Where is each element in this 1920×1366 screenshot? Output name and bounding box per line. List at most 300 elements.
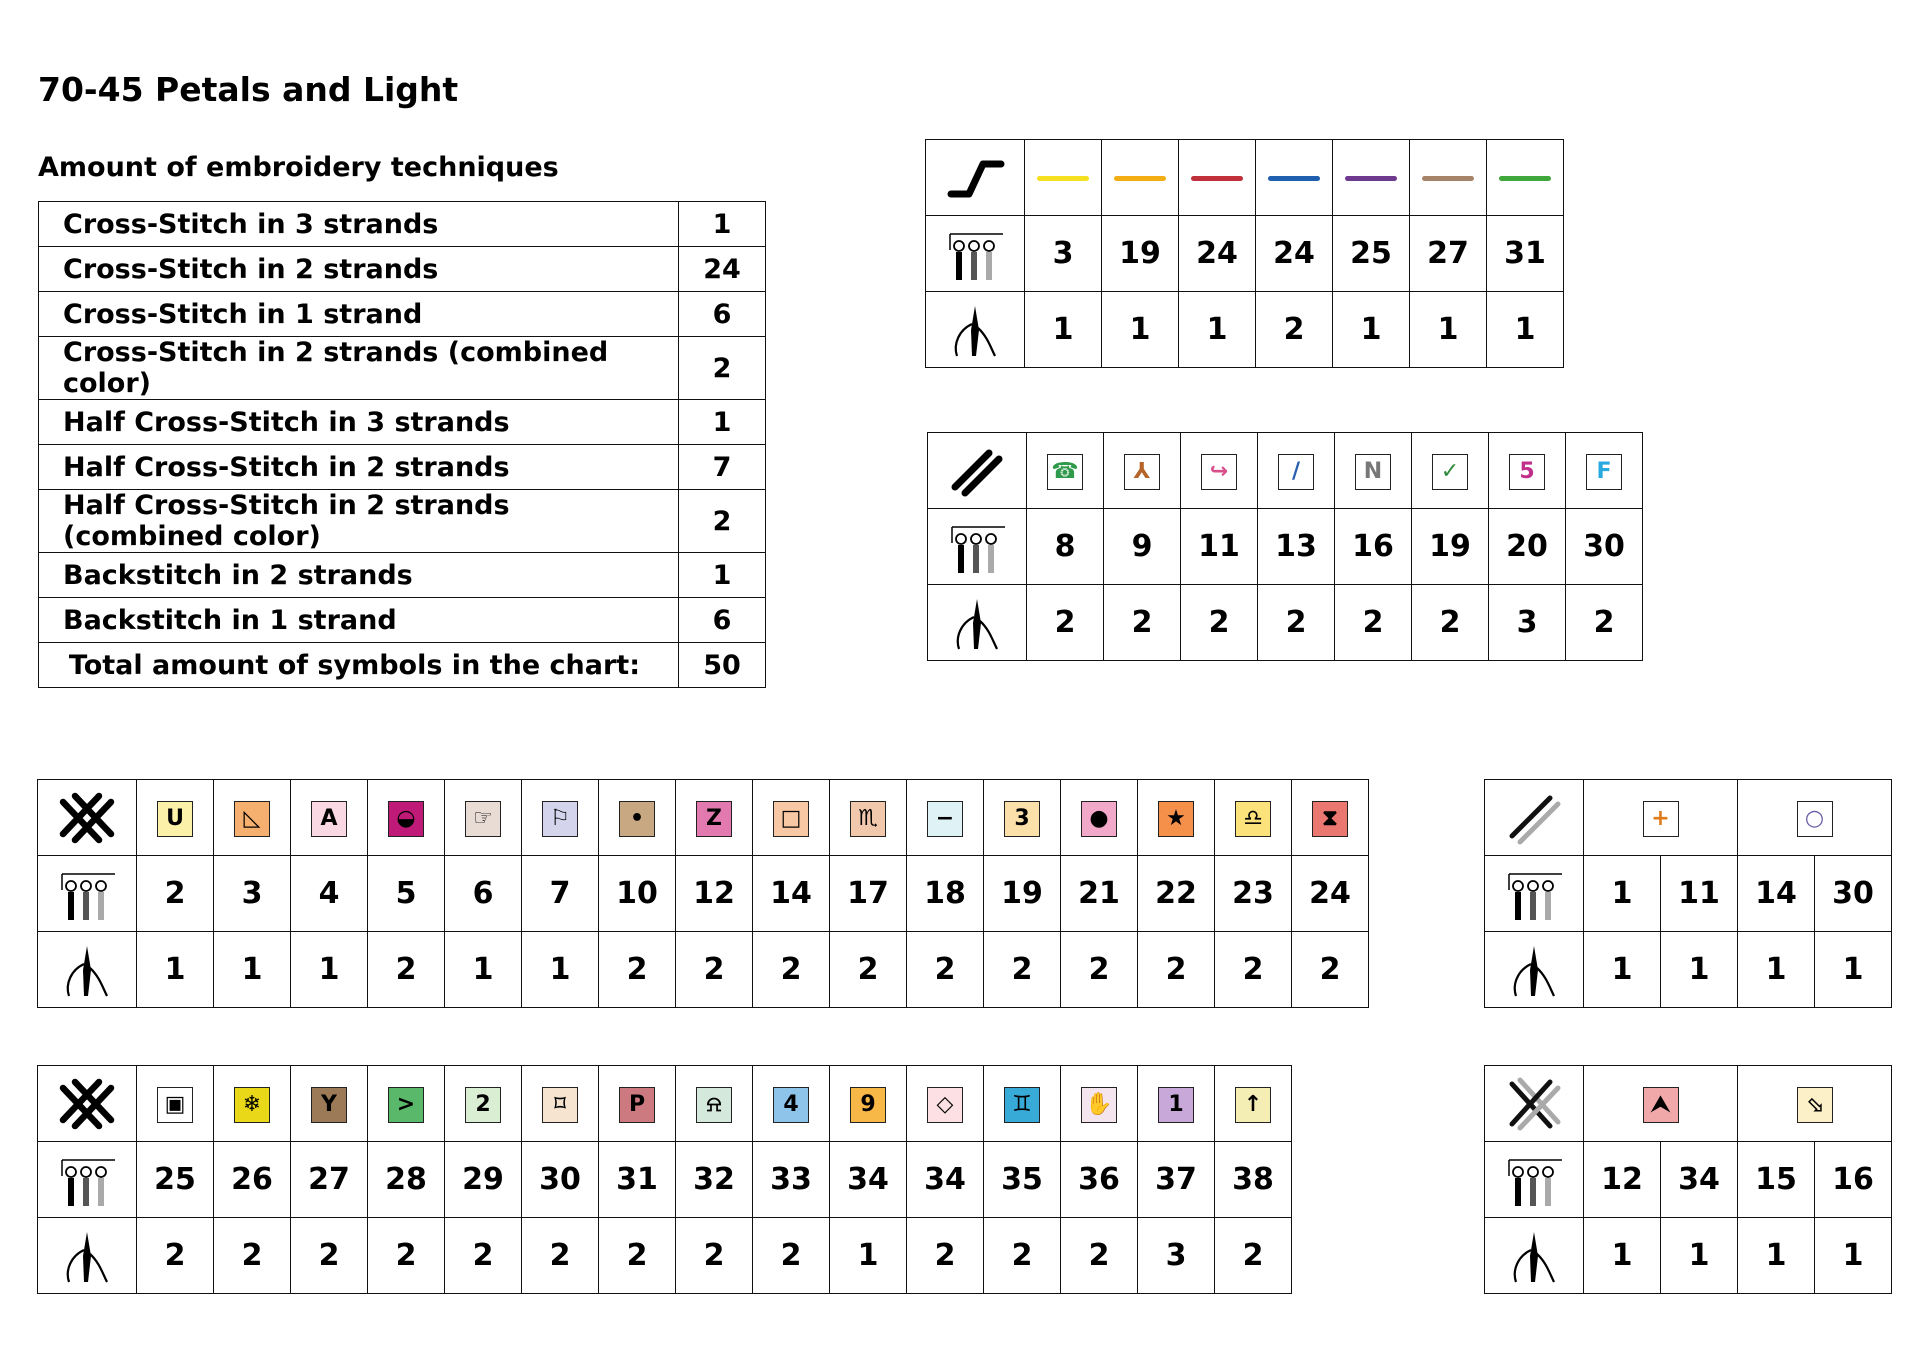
color-number: 14 <box>1755 876 1797 911</box>
color-number: 12 <box>1601 1162 1643 1197</box>
strand-count: 1 <box>1611 952 1633 987</box>
color-number: 5 <box>395 876 417 911</box>
strand-count: 2 <box>1088 1238 1110 1273</box>
letter-u-icon: U <box>157 801 193 837</box>
strand-count: 2 <box>703 952 725 987</box>
color-number: 29 <box>462 1162 504 1197</box>
color-number-header <box>38 1142 137 1218</box>
color-number: 19 <box>1429 529 1471 564</box>
color-number: 25 <box>154 1162 196 1197</box>
color-number-cell <box>1661 856 1738 932</box>
strand-count: 2 <box>1088 952 1110 987</box>
color-number: 21 <box>1078 876 1120 911</box>
digit-2-icon: 2 <box>465 1087 501 1123</box>
color-number: 35 <box>1001 1162 1043 1197</box>
strand-count-cell <box>753 1218 830 1294</box>
thread-spools-icon <box>945 224 1005 284</box>
symbol-cell <box>1061 1066 1138 1142</box>
color-number-cell <box>1566 509 1643 585</box>
color-number-row <box>38 1142 1292 1218</box>
strand-count: 2 <box>857 952 879 987</box>
strand-count-cell <box>368 932 445 1008</box>
color-number-cell <box>137 856 214 932</box>
color-number: 37 <box>1155 1162 1197 1197</box>
symbol-row <box>1485 780 1892 856</box>
color-number: 9 <box>1131 529 1153 564</box>
color-number: 19 <box>1119 236 1161 271</box>
technique-count: 6 <box>712 298 732 330</box>
strand-count-cell <box>907 932 984 1008</box>
strand-count-cell <box>445 1218 522 1294</box>
strand-count-cell <box>1335 585 1412 661</box>
strand-count-cell <box>907 1218 984 1294</box>
technique-label: Half Cross-Stitch in 3 strands <box>63 406 510 438</box>
stitch-type-cell <box>928 433 1027 509</box>
color-number: 3 <box>1052 236 1074 271</box>
technique-row <box>39 598 766 643</box>
color-number-row <box>1485 1142 1892 1218</box>
technique-count-cell <box>679 445 766 490</box>
thread-spools-icon <box>57 864 117 924</box>
symbol-cell <box>522 1066 599 1142</box>
strand-count: 2 <box>703 1238 725 1273</box>
half-cross-key-table <box>927 432 1643 661</box>
strand-count-cell <box>1025 292 1102 368</box>
strand-count-cell <box>1215 1218 1292 1294</box>
strand-count-row <box>928 585 1643 661</box>
technique-label: Cross-Stitch in 1 strand <box>63 298 423 330</box>
color-number: 22 <box>1155 876 1197 911</box>
digit-1-icon: 1 <box>1158 1087 1194 1123</box>
raised-hand-icon: ✋ <box>1081 1087 1117 1123</box>
color-number-row <box>1485 856 1892 932</box>
strand-count: 2 <box>1593 605 1615 640</box>
digit-4-icon: 4 <box>773 1087 809 1123</box>
cross-stitch-combined-key-table <box>1484 1065 1892 1294</box>
strand-count: 1 <box>1129 312 1151 347</box>
symbol-cell <box>907 1066 984 1142</box>
color-number: 13 <box>1275 529 1317 564</box>
color-number-header <box>1485 1142 1584 1218</box>
strand-count: 1 <box>472 952 494 987</box>
color-number-header <box>928 509 1027 585</box>
color-number-cell <box>907 1142 984 1218</box>
color-number-header <box>926 216 1025 292</box>
color-number: 34 <box>1678 1162 1720 1197</box>
strand-count-cell <box>830 1218 907 1294</box>
color-number: 24 <box>1273 236 1315 271</box>
technique-count: 6 <box>712 604 732 636</box>
technique-label-cell <box>39 292 679 337</box>
diamond-icon: ◇ <box>927 1087 963 1123</box>
technique-count: 1 <box>712 406 732 438</box>
total-label-cell <box>39 643 679 688</box>
strand-count: 2 <box>395 1238 417 1273</box>
color-number-cell <box>676 1142 753 1218</box>
strand-count-cell <box>291 932 368 1008</box>
color-number: 24 <box>1309 876 1351 911</box>
strand-count: 2 <box>472 1238 494 1273</box>
color-number-cell <box>214 856 291 932</box>
color-number: 26 <box>231 1162 273 1197</box>
cross-stitch-key-table-1 <box>37 779 1369 1008</box>
strand-count: 2 <box>1165 952 1187 987</box>
strand-count-cell <box>1256 292 1333 368</box>
color-number-cell <box>291 1142 368 1218</box>
strand-count: 1 <box>1842 1238 1864 1273</box>
technique-count: 7 <box>712 451 732 483</box>
strand-count-cell <box>1412 585 1489 661</box>
techniques-heading: Amount of embroidery techniques <box>38 152 559 183</box>
strand-count: 2 <box>1283 312 1305 347</box>
color-number-cell <box>1181 509 1258 585</box>
strand-count-row <box>926 292 1564 368</box>
color-number: 33 <box>770 1162 812 1197</box>
half-cross-stitch-icon <box>947 441 1007 501</box>
color-number-cell <box>907 856 984 932</box>
strand-count-cell <box>291 1218 368 1294</box>
color-number-cell <box>445 856 522 932</box>
plus-icon: + <box>1643 801 1679 837</box>
symbol-cell <box>984 780 1061 856</box>
technique-label-cell <box>39 553 679 598</box>
strand-count-cell <box>676 932 753 1008</box>
strand-count: 1 <box>1842 952 1864 987</box>
color-number-cell <box>445 1142 522 1218</box>
color-number-cell <box>753 1142 830 1218</box>
strand-count: 1 <box>1688 1238 1710 1273</box>
symbol-cell <box>214 1066 291 1142</box>
strand-count-cell <box>137 1218 214 1294</box>
symbol-cell <box>137 780 214 856</box>
technique-label-cell <box>39 337 679 400</box>
stitch-type-cell <box>38 1066 137 1142</box>
thread-color-line <box>1345 176 1397 181</box>
strand-count-cell <box>1815 1218 1892 1294</box>
technique-row <box>39 400 766 445</box>
color-number: 34 <box>924 1162 966 1197</box>
technique-count-cell <box>679 553 766 598</box>
technique-row <box>39 292 766 337</box>
strand-count: 1 <box>164 952 186 987</box>
strand-count-cell <box>1027 585 1104 661</box>
technique-row <box>39 445 766 490</box>
color-number-cell <box>214 1142 291 1218</box>
backstitch-key-table <box>925 139 1564 368</box>
cross-stitch-combined-icon <box>1504 1074 1564 1134</box>
libra-icon: ♎ <box>1235 801 1271 837</box>
stitch-type-cell <box>926 140 1025 216</box>
symbol-cell <box>522 780 599 856</box>
strand-count: 2 <box>318 1238 340 1273</box>
color-number: 20 <box>1506 529 1548 564</box>
symbol-row <box>38 1066 1292 1142</box>
color-number-cell <box>1815 856 1892 932</box>
strand-count-cell <box>445 932 522 1008</box>
technique-label: Half Cross-Stitch in 2 strands <box>63 451 510 483</box>
color-number: 27 <box>1427 236 1469 271</box>
symbol-cell <box>1584 780 1738 856</box>
symbol-cell <box>137 1066 214 1142</box>
letter-n-icon: N <box>1355 454 1391 490</box>
strand-count-cell <box>1487 292 1564 368</box>
strand-count-cell <box>1410 292 1487 368</box>
color-number-cell <box>522 1142 599 1218</box>
floppy-disk-icon: ▣ <box>157 1087 193 1123</box>
technique-label-cell <box>39 598 679 643</box>
backstitch-icon <box>945 148 1005 208</box>
symbol-cell <box>291 1066 368 1142</box>
color-number-cell <box>1215 856 1292 932</box>
color-number: 23 <box>1232 876 1274 911</box>
strand-count-cell <box>214 1218 291 1294</box>
color-swatch-cell <box>1256 140 1333 216</box>
technique-row <box>39 490 766 553</box>
minus-icon: − <box>927 801 963 837</box>
strand-count-cell <box>1179 292 1256 368</box>
thread-color-line <box>1191 176 1243 181</box>
color-number: 34 <box>847 1162 889 1197</box>
color-number-cell <box>830 856 907 932</box>
symbol-cell <box>1138 1066 1215 1142</box>
letter-f-icon: F <box>1586 454 1622 490</box>
color-number: 24 <box>1196 236 1238 271</box>
strand-count-cell <box>1584 1218 1661 1294</box>
color-number: 36 <box>1078 1162 1120 1197</box>
symbol-cell <box>907 780 984 856</box>
symbol-cell <box>1489 433 1566 509</box>
color-number: 4 <box>318 876 340 911</box>
symbol-cell <box>676 780 753 856</box>
color-number-cell <box>1104 509 1181 585</box>
color-number-cell <box>1256 216 1333 292</box>
droplet-icon: ● <box>1081 801 1117 837</box>
strand-count: 2 <box>1011 1238 1033 1273</box>
color-number-cell <box>599 1142 676 1218</box>
dot-icon: • <box>619 801 655 837</box>
color-number-cell <box>291 856 368 932</box>
color-number: 30 <box>1832 876 1874 911</box>
digit-5-icon: 5 <box>1509 454 1545 490</box>
technique-count: 2 <box>712 505 732 537</box>
symbol-row <box>926 140 1564 216</box>
arrowhead-icon: ⮝ <box>1643 1087 1679 1123</box>
strand-count-cell <box>753 932 830 1008</box>
technique-count: 1 <box>712 208 732 240</box>
symbol-cell <box>1412 433 1489 509</box>
strand-count: 2 <box>1242 1238 1264 1273</box>
digit-3-icon: 3 <box>1004 801 1040 837</box>
color-number-cell <box>1489 509 1566 585</box>
color-swatch-cell <box>1487 140 1564 216</box>
strand-count: 1 <box>1437 312 1459 347</box>
technique-label-cell <box>39 202 679 247</box>
cross-stitch-key-table-2 <box>37 1065 1292 1294</box>
symbol-cell <box>599 780 676 856</box>
strand-count-cell <box>599 1218 676 1294</box>
strand-count-cell <box>1258 585 1335 661</box>
up-arrow-icon: ↑ <box>1235 1087 1271 1123</box>
needle-icon <box>1504 940 1564 1000</box>
color-number-cell <box>1584 1142 1661 1218</box>
technique-label: Cross-Stitch in 2 strands (combined color) <box>63 337 609 399</box>
half-cross-combined-icon <box>1504 788 1564 848</box>
letter-a-icon: A <box>311 801 347 837</box>
technique-count-cell <box>679 292 766 337</box>
symbol-cell <box>1138 780 1215 856</box>
strand-count-cell <box>1566 585 1643 661</box>
strand-count-cell <box>1815 932 1892 1008</box>
strand-count: 2 <box>1319 952 1341 987</box>
greater-than-icon: > <box>388 1087 424 1123</box>
strand-count: 2 <box>780 952 802 987</box>
technique-count-cell <box>679 247 766 292</box>
technique-count-cell <box>679 598 766 643</box>
strand-count: 1 <box>1360 312 1382 347</box>
strand-count-cell <box>599 932 676 1008</box>
circle-icon: ○ <box>1797 801 1833 837</box>
strand-count-row <box>1485 932 1892 1008</box>
color-number-cell <box>1102 216 1179 292</box>
technique-row <box>39 337 766 400</box>
strand-count-cell <box>1738 1218 1815 1294</box>
diagonal-arrow-icon: ⬂ <box>1797 1087 1833 1123</box>
total-row <box>39 643 766 688</box>
needle-icon <box>947 593 1007 653</box>
half-cross-combined-key-table <box>1484 779 1892 1008</box>
color-number-row <box>926 216 1564 292</box>
symbol-cell <box>984 1066 1061 1142</box>
strand-count: 2 <box>1242 952 1264 987</box>
color-number: 11 <box>1678 876 1720 911</box>
technique-label: Backstitch in 1 strand <box>63 604 397 636</box>
color-number: 8 <box>1054 529 1076 564</box>
color-number-cell <box>1027 509 1104 585</box>
digit-9-icon: 9 <box>850 1087 886 1123</box>
strand-count: 2 <box>164 1238 186 1273</box>
strand-count: 1 <box>1052 312 1074 347</box>
color-swatch-cell <box>1102 140 1179 216</box>
strand-count-cell <box>984 932 1061 1008</box>
strand-count-cell <box>1104 585 1181 661</box>
strand-count-header <box>928 585 1027 661</box>
color-number: 3 <box>241 876 263 911</box>
strand-count: 1 <box>549 952 571 987</box>
strand-count: 2 <box>549 1238 571 1273</box>
slash-icon: / <box>1278 454 1314 490</box>
color-number-cell <box>1061 856 1138 932</box>
thread-color-line <box>1037 176 1089 181</box>
flag-icon: ⚐ <box>542 801 578 837</box>
technique-count-cell <box>679 337 766 400</box>
strand-count: 2 <box>780 1238 802 1273</box>
symbol-cell <box>1027 433 1104 509</box>
color-number: 17 <box>847 876 889 911</box>
technique-row <box>39 202 766 247</box>
symbol-cell <box>753 780 830 856</box>
telephone-icon: ☎ <box>1047 454 1083 490</box>
strand-count-cell <box>1138 1218 1215 1294</box>
color-number: 31 <box>616 1162 658 1197</box>
strand-count: 2 <box>1131 605 1153 640</box>
color-swatch-cell <box>1333 140 1410 216</box>
color-swatch-cell <box>1025 140 1102 216</box>
strand-count-cell <box>1738 932 1815 1008</box>
symbol-cell <box>1258 433 1335 509</box>
technique-row <box>39 247 766 292</box>
symbol-cell <box>445 780 522 856</box>
symbol-cell <box>753 1066 830 1142</box>
technique-label: Cross-Stitch in 3 strands <box>63 208 439 240</box>
total-count: 50 <box>703 649 741 681</box>
technique-label-cell <box>39 490 679 553</box>
color-number-cell <box>1335 509 1412 585</box>
symbol-cell <box>1335 433 1412 509</box>
strand-count-cell <box>1061 932 1138 1008</box>
strand-count-header <box>1485 1218 1584 1294</box>
needle-icon <box>57 940 117 1000</box>
technique-label-cell <box>39 445 679 490</box>
color-number-cell <box>1661 1142 1738 1218</box>
strand-count: 2 <box>1362 605 1384 640</box>
symbol-cell <box>214 780 291 856</box>
thread-color-line <box>1499 176 1551 181</box>
color-number: 28 <box>385 1162 427 1197</box>
page-title: 70-45 Petals and Light <box>38 70 459 109</box>
strand-count-cell <box>1138 932 1215 1008</box>
color-number-cell <box>599 856 676 932</box>
symbol-row <box>1485 1066 1892 1142</box>
color-number: 11 <box>1198 529 1240 564</box>
color-number-cell <box>1738 856 1815 932</box>
symbol-cell <box>1738 780 1892 856</box>
color-number: 31 <box>1504 236 1546 271</box>
strand-count: 1 <box>1514 312 1536 347</box>
thread-color-line <box>1268 176 1320 181</box>
color-number: 12 <box>693 876 735 911</box>
strand-count-cell <box>522 932 599 1008</box>
color-number-header <box>38 856 137 932</box>
letter-y-icon: Y <box>311 1087 347 1123</box>
color-number: 30 <box>539 1162 581 1197</box>
strand-count: 2 <box>934 1238 956 1273</box>
snowflake-icon: ❄ <box>234 1087 270 1123</box>
color-number-cell <box>137 1142 214 1218</box>
color-number-cell <box>1738 1142 1815 1218</box>
strand-count-cell <box>1181 585 1258 661</box>
color-number: 2 <box>164 876 186 911</box>
techniques-table <box>38 201 766 688</box>
symbol-cell <box>1104 433 1181 509</box>
technique-row <box>39 553 766 598</box>
technique-count-cell <box>679 490 766 553</box>
square-icon: □ <box>773 801 809 837</box>
symbol-cell <box>291 780 368 856</box>
color-number: 32 <box>693 1162 735 1197</box>
strand-count-row <box>1485 1218 1892 1294</box>
symbol-cell <box>445 1066 522 1142</box>
color-number: 18 <box>924 876 966 911</box>
strand-count: 1 <box>1688 952 1710 987</box>
strand-count-header <box>38 1218 137 1294</box>
half-circle-icon: ◒ <box>388 801 424 837</box>
strand-count-cell <box>1102 292 1179 368</box>
pointing-hand-icon: ☞ <box>465 801 501 837</box>
color-number-row <box>38 856 1369 932</box>
color-number-cell <box>1815 1142 1892 1218</box>
color-number-cell <box>368 856 445 932</box>
strand-count-row <box>38 932 1369 1008</box>
